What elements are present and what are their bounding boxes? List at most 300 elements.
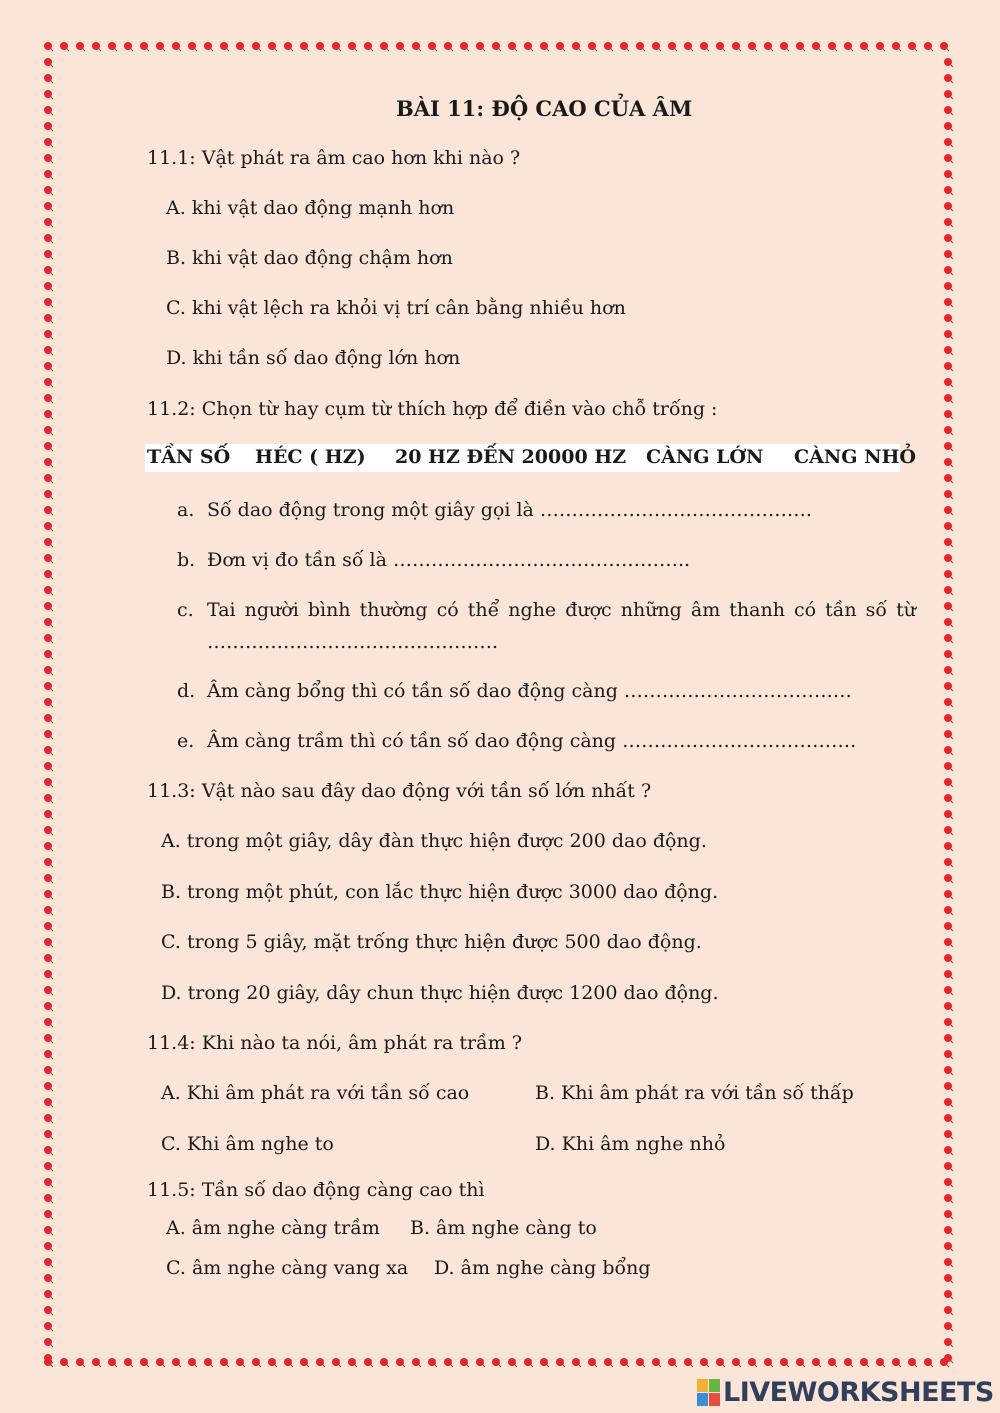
border-dot <box>700 42 708 50</box>
border-dot <box>944 1210 952 1218</box>
border-dot <box>796 1358 804 1366</box>
border-dot-tail <box>48 1262 53 1267</box>
border-dot <box>764 42 772 50</box>
border-dot <box>924 42 932 50</box>
border-dot-tail <box>912 46 917 51</box>
border-dot <box>364 42 372 50</box>
border-dot <box>944 122 952 130</box>
border-dot-tail <box>48 398 53 403</box>
border-dot-tail <box>948 990 953 995</box>
fill-item-e[interactable]: Âm càng trầm thì có tần số dao động càng ………………………………. <box>207 730 857 752</box>
border-dot <box>444 1358 452 1366</box>
fill-item-b[interactable]: Đơn vị đo tần số là ……………………………………….. <box>207 549 691 571</box>
border-dot-tail <box>948 702 953 707</box>
border-dot-tail <box>948 846 953 851</box>
border-dot-tail <box>48 958 53 963</box>
q4-option-a[interactable]: A. Khi âm phát ra với tần số cao <box>161 1082 470 1104</box>
border-dot-tail <box>528 46 533 51</box>
q4-option-b[interactable]: B. Khi âm phát ra với tần số thấp <box>535 1082 854 1104</box>
border-dot <box>844 42 852 50</box>
border-dot-tail <box>48 414 53 419</box>
border-dot <box>44 442 52 450</box>
border-dot <box>140 42 148 50</box>
border-dot-tail <box>160 46 165 51</box>
border-dot-tail <box>948 510 953 515</box>
border-dot-tail <box>948 190 953 195</box>
border-dot <box>44 1066 52 1074</box>
border-dot-tail <box>948 222 953 227</box>
border-dot-tail <box>848 1362 853 1367</box>
border-dot-tail <box>64 46 69 51</box>
border-dot <box>944 314 952 322</box>
border-dot-tail <box>948 910 953 915</box>
border-dot-tail <box>96 46 101 51</box>
border-dot-tail <box>768 1362 773 1367</box>
border-dot <box>44 522 52 530</box>
border-dot <box>944 1098 952 1106</box>
border-dot-tail <box>48 222 53 227</box>
border-dot <box>944 1082 952 1090</box>
border-dot-tail <box>48 62 53 67</box>
border-dot-tail <box>80 46 85 51</box>
border-dot <box>108 42 116 50</box>
border-dot-tail <box>948 206 953 211</box>
border-dot-tail <box>272 1362 277 1367</box>
border-dot <box>944 282 952 290</box>
fill-item-letter: b. <box>177 549 196 571</box>
border-dot-tail <box>384 1362 389 1367</box>
border-dot <box>44 394 52 402</box>
border-dot <box>44 650 52 658</box>
border-dot <box>700 1358 708 1366</box>
border-dot-tail <box>544 1362 549 1367</box>
border-dot <box>44 250 52 258</box>
q3-option-a[interactable]: A. trong một giây, dây đàn thực hiện được 200 dao động. <box>161 830 707 852</box>
border-dot-tail <box>336 46 341 51</box>
border-dot-tail <box>656 46 661 51</box>
border-dot <box>300 42 308 50</box>
border-dot-tail <box>800 1362 805 1367</box>
border-dot <box>428 42 436 50</box>
border-dot <box>44 202 52 210</box>
border-dot <box>44 90 52 98</box>
border-dot-tail <box>672 1362 677 1367</box>
border-dot-tail <box>48 78 53 83</box>
border-dot <box>380 42 388 50</box>
border-dot <box>828 1358 836 1366</box>
border-dot <box>44 1306 52 1314</box>
border-dot <box>44 1098 52 1106</box>
border-dot <box>944 586 952 594</box>
border-dot-tail <box>948 350 953 355</box>
word-bank-item: TẦN SỐ <box>147 446 231 468</box>
border-dot-tail <box>352 1362 357 1367</box>
q5-option-c[interactable]: C. âm nghe càng vang xa <box>166 1257 409 1279</box>
border-dot <box>508 1358 516 1366</box>
border-dot <box>944 426 952 434</box>
border-dot-tail <box>48 1102 53 1107</box>
border-dot <box>732 42 740 50</box>
border-dot-tail <box>48 142 53 147</box>
border-dot-tail <box>48 158 53 163</box>
border-dot-tail <box>48 1182 53 1187</box>
border-dot-tail <box>948 238 953 243</box>
border-dot <box>204 42 212 50</box>
border-dot <box>44 1018 52 1026</box>
border-dot <box>944 1354 952 1362</box>
border-dot <box>944 74 952 82</box>
border-dot <box>172 42 180 50</box>
border-dot <box>944 874 952 882</box>
border-dot <box>860 1358 868 1366</box>
border-dot-tail <box>948 126 953 131</box>
q5-option-b[interactable]: B. âm nghe càng to <box>410 1217 597 1239</box>
border-dot <box>44 586 52 594</box>
border-dot <box>236 1358 244 1366</box>
border-dot <box>44 858 52 866</box>
border-dot-tail <box>948 1342 953 1347</box>
border-dot <box>944 634 952 642</box>
border-dot-tail <box>192 1362 197 1367</box>
border-dot-tail <box>816 46 821 51</box>
border-dot-tail <box>948 446 953 451</box>
border-dot-tail <box>48 750 53 755</box>
border-dot-tail <box>128 46 133 51</box>
border-dot <box>44 1034 52 1042</box>
border-dot <box>284 42 292 50</box>
q5-option-d[interactable]: D. âm nghe càng bổng <box>434 1257 651 1279</box>
border-dot <box>44 730 52 738</box>
border-dot-tail <box>948 1166 953 1171</box>
border-dot <box>44 602 52 610</box>
border-dot <box>44 426 52 434</box>
border-dot-tail <box>496 1362 501 1367</box>
border-dot <box>944 250 952 258</box>
border-dot-tail <box>160 1362 165 1367</box>
border-dot <box>44 682 52 690</box>
border-dot-tail <box>48 782 53 787</box>
border-dot-tail <box>48 830 53 835</box>
border-dot-tail <box>948 1022 953 1027</box>
border-dot-tail <box>48 1006 53 1011</box>
border-dot <box>844 1358 852 1366</box>
border-dot-tail <box>320 1362 325 1367</box>
border-dot-tail <box>48 622 53 627</box>
border-dot <box>44 794 52 802</box>
border-dot <box>944 602 952 610</box>
border-dot <box>412 42 420 50</box>
question-11-1: 11.1: Vật phát ra âm cao hơn khi nào ? <box>147 147 521 169</box>
border-dot-tail <box>48 1230 53 1235</box>
border-dot-tail <box>948 78 953 83</box>
border-dot-tail <box>928 1362 933 1367</box>
border-dot <box>944 1066 952 1074</box>
border-dot-tail <box>48 862 53 867</box>
border-dot-tail <box>48 686 53 691</box>
fill-item-c-blank[interactable]: ………………………………………. <box>207 631 499 653</box>
border-dot <box>44 1082 52 1090</box>
border-dot-tail <box>948 366 953 371</box>
border-dot <box>44 410 52 418</box>
border-dot <box>540 1358 548 1366</box>
q3-option-c[interactable]: C. trong 5 giây, mặt trống thực hiện được 500 dao động. <box>161 931 702 953</box>
border-dot-tail <box>48 766 53 771</box>
border-dot <box>636 1358 644 1366</box>
border-dot <box>716 1358 724 1366</box>
border-dot <box>44 298 52 306</box>
border-dot-tail <box>48 814 53 819</box>
border-dot <box>944 570 952 578</box>
border-dot <box>944 202 952 210</box>
border-dot-tail <box>304 1362 309 1367</box>
border-dot <box>524 42 532 50</box>
border-dot <box>44 906 52 914</box>
border-dot-tail <box>48 478 53 483</box>
q1-option-b[interactable]: B. khi vật dao động chậm hơn <box>166 247 453 269</box>
border-dot <box>44 506 52 514</box>
border-dot-tail <box>848 46 853 51</box>
border-dot-tail <box>784 1362 789 1367</box>
border-dot <box>44 762 52 770</box>
border-dot-tail <box>948 478 953 483</box>
border-dot <box>944 794 952 802</box>
border-dot <box>460 42 468 50</box>
border-dot-tail <box>48 1362 53 1367</box>
border-dot <box>944 778 952 786</box>
border-dot <box>412 1358 420 1366</box>
border-dot <box>944 1306 952 1314</box>
border-dot-tail <box>80 1362 85 1367</box>
border-dot-tail <box>948 286 953 291</box>
border-dot-tail <box>480 46 485 51</box>
border-dot <box>268 42 276 50</box>
border-dot <box>236 42 244 50</box>
border-dot <box>944 890 952 898</box>
border-dot-tail <box>48 1150 53 1155</box>
border-dot <box>944 1034 952 1042</box>
border-dot <box>188 42 196 50</box>
border-dot-tail <box>48 1310 53 1315</box>
border-dot <box>588 1358 596 1366</box>
word-bank-item: CÀNG LỚN <box>646 446 764 468</box>
border-dot-tail <box>48 46 53 51</box>
border-dot <box>44 330 52 338</box>
border-dot-tail <box>176 1362 181 1367</box>
border-dot-tail <box>48 446 53 451</box>
border-dot-tail <box>576 1362 581 1367</box>
border-dot <box>892 1358 900 1366</box>
border-dot-tail <box>948 750 953 755</box>
border-dot <box>44 1226 52 1234</box>
border-dot-tail <box>928 46 933 51</box>
q1-option-c[interactable]: C. khi vật lệch ra khỏi vị trí cân bằng nhiều hơn <box>166 297 626 319</box>
border-dot <box>572 42 580 50</box>
border-dot <box>44 282 52 290</box>
border-dot-tail <box>560 46 565 51</box>
border-dot-tail <box>48 574 53 579</box>
border-dot-tail <box>288 46 293 51</box>
border-dot <box>944 698 952 706</box>
border-dot-tail <box>288 1362 293 1367</box>
border-dot <box>172 1358 180 1366</box>
border-dot-tail <box>400 46 405 51</box>
border-dot-tail <box>112 46 117 51</box>
border-dot <box>220 42 228 50</box>
border-dot-tail <box>948 1310 953 1315</box>
border-dot-tail <box>48 638 53 643</box>
border-dot-tail <box>224 1362 229 1367</box>
border-dot-tail <box>464 46 469 51</box>
border-dot-tail <box>948 1134 953 1139</box>
border-dot-tail <box>948 1214 953 1219</box>
border-dot <box>44 810 52 818</box>
border-dot <box>944 826 952 834</box>
border-dot-tail <box>948 414 953 419</box>
border-dot <box>252 42 260 50</box>
logo-text: LIVEWORKSHEETS <box>723 1377 994 1408</box>
border-dot-tail <box>752 1362 757 1367</box>
border-dot-tail <box>48 702 53 707</box>
border-dot <box>828 42 836 50</box>
q4-option-d[interactable]: D. Khi âm nghe nhỏ <box>535 1133 726 1155</box>
border-dot <box>44 1322 52 1330</box>
border-dot <box>44 538 52 546</box>
border-dot <box>44 618 52 626</box>
border-dot-tail <box>948 558 953 563</box>
border-dot <box>44 1258 52 1266</box>
border-dot <box>892 42 900 50</box>
fill-item-d[interactable]: Âm càng bổng thì có tần số dao động càng ……………………………… <box>207 680 852 702</box>
border-dot-tail <box>48 1214 53 1219</box>
border-dot <box>44 74 52 82</box>
border-dot <box>944 986 952 994</box>
border-dot-tail <box>640 1362 645 1367</box>
q3-option-b[interactable]: B. trong một phút, con lắc thực hiện được 3000 dao động. <box>161 881 719 903</box>
border-dot-tail <box>336 1362 341 1367</box>
border-dot-tail <box>752 46 757 51</box>
fill-item-a[interactable]: Số dao động trong một giây gọi là ……………………………………. <box>207 499 812 521</box>
border-dot <box>124 42 132 50</box>
border-dot <box>944 1130 952 1138</box>
border-dot-tail <box>48 1070 53 1075</box>
border-dot-tail <box>48 542 53 547</box>
border-dot <box>944 970 952 978</box>
border-dot <box>44 746 52 754</box>
question-11-4: 11.4: Khi nào ta nói, âm phát ra trầm ? <box>147 1032 523 1054</box>
border-dot <box>60 1358 68 1366</box>
border-dot <box>140 1358 148 1366</box>
border-dot-tail <box>948 382 953 387</box>
border-dot <box>764 1358 772 1366</box>
border-dot-tail <box>896 46 901 51</box>
q4-option-c[interactable]: C. Khi âm nghe to <box>161 1133 334 1155</box>
border-dot <box>572 1358 580 1366</box>
border-dot-tail <box>948 798 953 803</box>
border-dot <box>684 1358 692 1366</box>
border-dot <box>944 730 952 738</box>
border-dot <box>944 682 952 690</box>
border-dot-tail <box>48 1166 53 1171</box>
border-dot-tail <box>948 1150 953 1155</box>
border-dot <box>876 1358 884 1366</box>
border-dot <box>44 554 52 562</box>
border-dot <box>108 1358 116 1366</box>
border-dot-tail <box>948 1262 953 1267</box>
border-dot <box>44 1130 52 1138</box>
border-dot <box>944 362 952 370</box>
q1-option-d[interactable]: D. khi tần số dao động lớn hơn <box>166 347 461 369</box>
border-dot-tail <box>948 142 953 147</box>
border-dot <box>944 506 952 514</box>
border-dot-tail <box>48 798 53 803</box>
border-dot <box>44 698 52 706</box>
border-dot-tail <box>720 1362 725 1367</box>
border-dot <box>444 42 452 50</box>
border-dot <box>812 1358 820 1366</box>
border-dot-tail <box>948 398 953 403</box>
border-dot <box>944 1194 952 1202</box>
border-dot <box>44 1338 52 1346</box>
q3-option-d[interactable]: D. trong 20 giây, dây chun thực hiện được 1200 dao động. <box>161 982 719 1004</box>
border-dot <box>944 410 952 418</box>
border-dot-tail <box>948 654 953 659</box>
border-dot <box>944 186 952 194</box>
border-dot-tail <box>432 1362 437 1367</box>
border-dot <box>44 1050 52 1058</box>
border-dot-tail <box>948 686 953 691</box>
fill-item-c[interactable]: Tai người bình thường có thể nghe được những âm thanh có tần số từ <box>207 599 916 621</box>
border-dot-tail <box>948 878 953 883</box>
border-dot-tail <box>560 1362 565 1367</box>
q1-option-a[interactable]: A. khi vật dao động mạnh hơn <box>166 197 455 219</box>
border-dot <box>944 234 952 242</box>
border-dot-tail <box>948 590 953 595</box>
border-dot-tail <box>768 46 773 51</box>
border-dot-tail <box>48 270 53 275</box>
border-dot <box>748 42 756 50</box>
border-dot-tail <box>48 734 53 739</box>
border-dot <box>944 442 952 450</box>
border-dot <box>944 762 952 770</box>
border-dot <box>620 42 628 50</box>
border-dot-tail <box>896 1362 901 1367</box>
border-dot-tail <box>48 110 53 115</box>
border-dot-tail <box>948 110 953 115</box>
border-dot-tail <box>704 1362 709 1367</box>
border-dot <box>44 490 52 498</box>
border-dot-tail <box>48 286 53 291</box>
border-dot <box>944 1114 952 1122</box>
border-dot-tail <box>948 302 953 307</box>
border-dot-tail <box>48 1086 53 1091</box>
border-dot-tail <box>320 46 325 51</box>
border-dot <box>876 42 884 50</box>
border-dot-tail <box>736 46 741 51</box>
border-dot-tail <box>48 302 53 307</box>
border-dot <box>188 1358 196 1366</box>
border-dot-tail <box>948 542 953 547</box>
border-dot <box>44 922 52 930</box>
border-dot-tail <box>496 46 501 51</box>
word-bank-item: CÀNG NHỎ <box>794 446 916 468</box>
border-dot <box>460 1358 468 1366</box>
border-dot <box>944 1242 952 1250</box>
q5-option-a[interactable]: A. âm nghe càng trầm <box>166 1217 380 1239</box>
border-dot <box>944 1050 952 1058</box>
border-dot-tail <box>208 46 213 51</box>
border-dot-tail <box>48 382 53 387</box>
question-11-2: 11.2: Chọn từ hay cụm từ thích hợp để điền vào chỗ trống : <box>147 398 718 420</box>
